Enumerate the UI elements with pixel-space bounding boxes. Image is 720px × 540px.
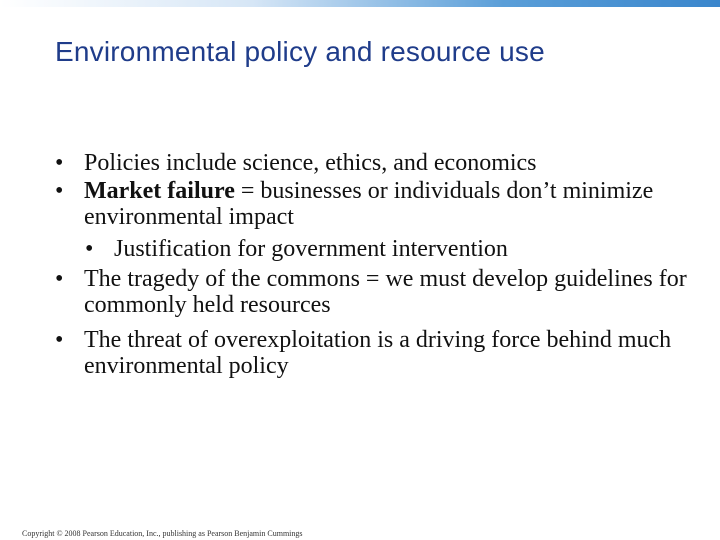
- bullet-text: Justification for government intervention: [114, 236, 508, 262]
- bullet-text: Policies include science, ethics, and economics: [84, 150, 537, 176]
- bullet-icon: •: [55, 178, 64, 204]
- bullet-item: [55, 266, 695, 318]
- bullet-text: The tragedy of the commons = we must develop guidelines for commonly held resources: [84, 266, 687, 318]
- copyright-footer: Copyright © 2008 Pearson Education, Inc., publishing as Pearson Benjamin Cummings: [22, 529, 303, 538]
- bullet-icon: •: [55, 327, 64, 353]
- slide-title: Environmental policy and resource use: [55, 36, 545, 67]
- bullet-item: [55, 178, 695, 230]
- top-accent-bar: [0, 0, 720, 7]
- bullet-item: [55, 150, 695, 176]
- bullet-icon: •: [55, 266, 64, 292]
- bullet-icon: •: [55, 150, 64, 176]
- bullet-term: Market failure: [84, 178, 235, 204]
- bullet-text: = businesses or individuals don’t minimize environmental impact: [84, 178, 654, 230]
- bullet-text: The threat of overexploitation is a driving force behind much environmental policy: [84, 327, 672, 379]
- sub-bullet-item: [55, 236, 695, 262]
- bullet-icon: •: [85, 236, 94, 262]
- bullet-list: [55, 150, 695, 381]
- bullet-item: [55, 327, 695, 379]
